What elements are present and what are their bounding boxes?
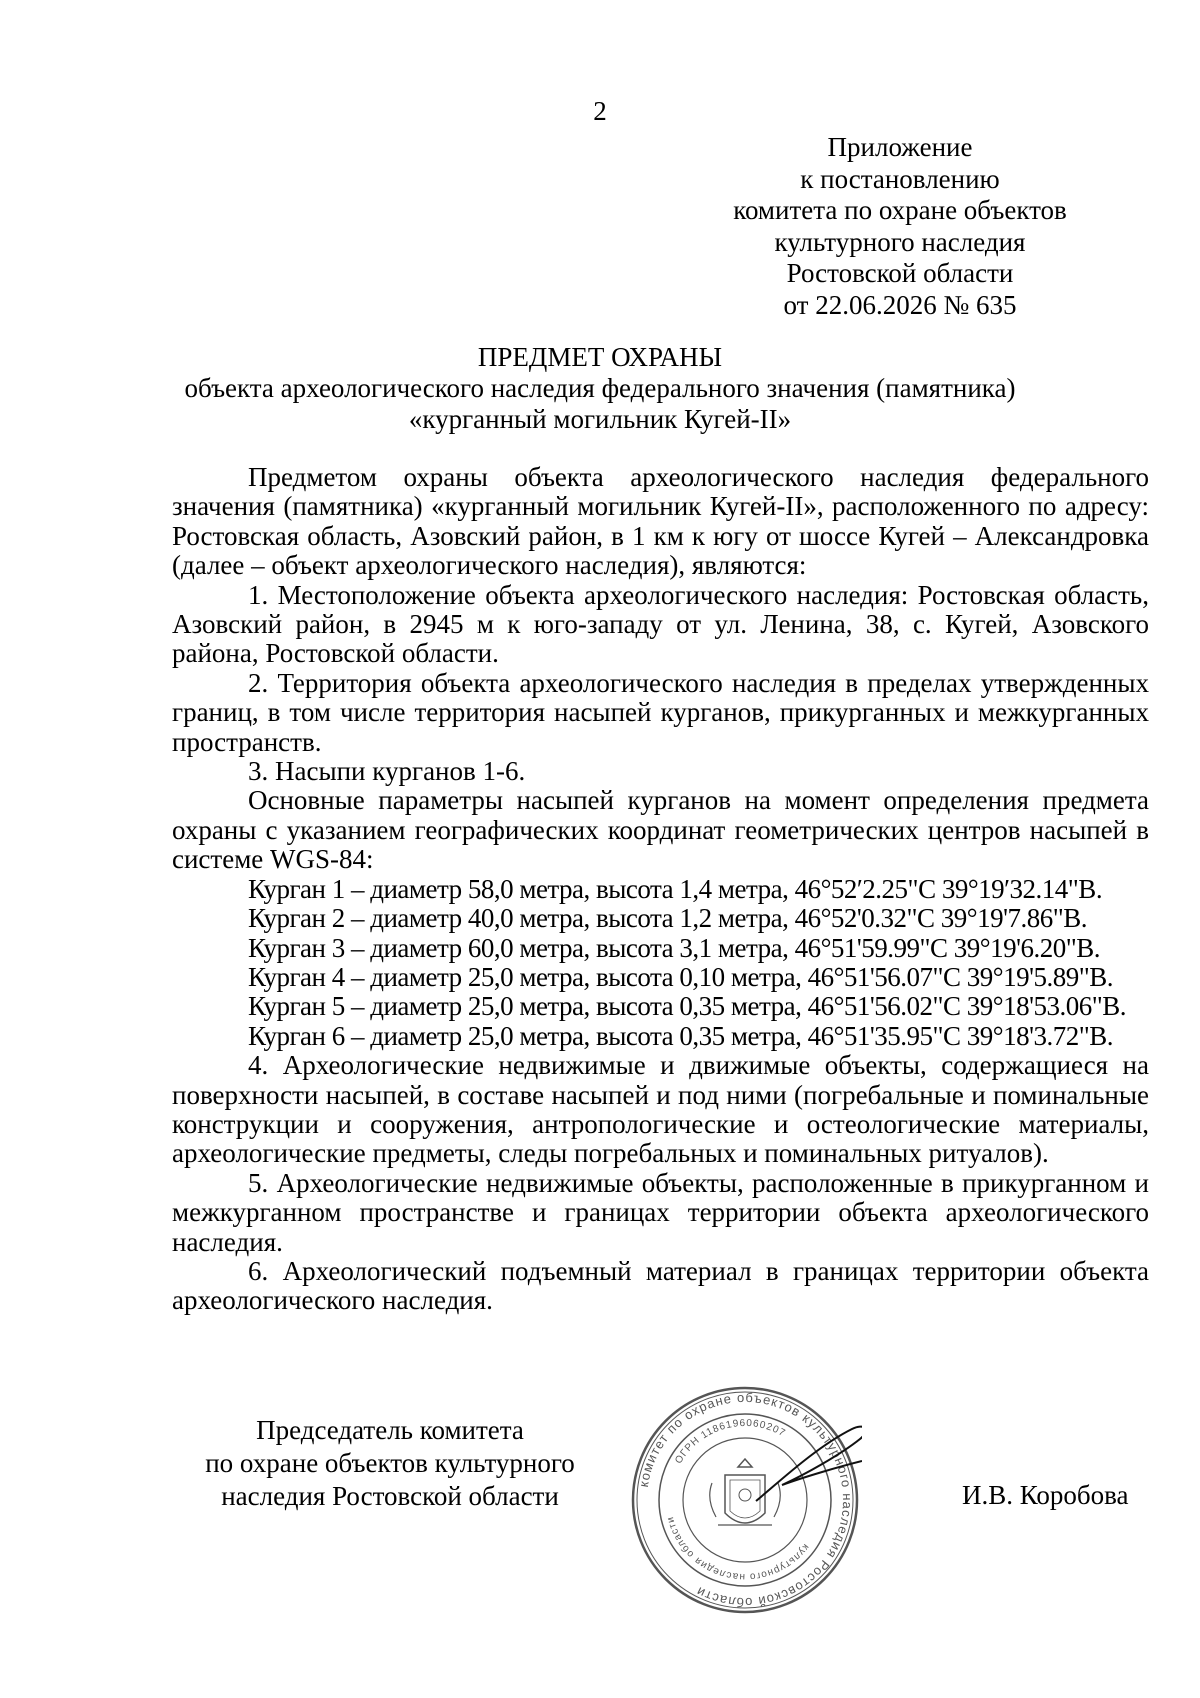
seal-inner-text: культурного наследия области xyxy=(664,1514,812,1583)
appendix-line: Приложение xyxy=(827,132,973,162)
appendix-line: Ростовской области xyxy=(786,258,1014,288)
mound-1-line: Курган 1 – диаметр 58,0 метра, высота 1,4 метра, 46°52′2.25"С 39°19′32.14"В. xyxy=(248,873,1103,904)
document-body xyxy=(172,463,1149,1316)
signatory-position xyxy=(170,1414,610,1513)
title-subtitle-line: объекта археологического наследия федерального значения (памятника) xyxy=(184,373,1016,403)
seal-outer-text: комитет по охране объектов культурного наследия Ростовской области xyxy=(635,1389,856,1611)
item-4-objects: 4. Археологические недвижимые и движимые объекты, содержащиеся на поверхности насыпей, в составе насыпей и под ними (погребальные и поминальные конструкции и сооружения, антропологические и остеологические материалы, археологические предметы, следы погребальных и поминальных ритуалов). xyxy=(172,1050,1149,1169)
mound-2-line: Курган 2 – диаметр 40,0 метра, высота 1,2 метра, 46°52'0.32"С 39°19'7.86"В. xyxy=(248,903,1087,934)
page-number: 2 xyxy=(593,96,607,126)
signatory-position-line: по охране объектов культурного xyxy=(205,1448,575,1478)
signatory-position-line: наследия Ростовской области xyxy=(221,1481,559,1511)
appendix-line: культурного наследия xyxy=(774,226,1026,257)
params-paragraph: Основные параметры насыпей курганов на момент определения предмета охраны с указанием географических координат геометрических центров насыпей в системе WGS-84: xyxy=(172,785,1149,875)
item-5-objects: 5. Археологические недвижимые объекты, расположенные в прикурганном и межкурганном пространстве и границах территории объекта археологического наследия. xyxy=(172,1167,1149,1257)
seal-graphic xyxy=(628,1383,862,1617)
mound-4-line: Курган 4 – диаметр 25,0 метра, высота 0,10 метра, 46°51'56.07"С 39°19'5.89"В. xyxy=(248,961,1113,992)
appendix-date-number: от 22.06.2026 № 635 xyxy=(783,289,1017,320)
title-heading: ПРЕДМЕТ ОХРАНЫ xyxy=(477,342,723,372)
signatory-name: И.В. Коробова xyxy=(962,1480,1129,1510)
coat-of-arms-icon xyxy=(710,1459,781,1525)
appendix-line: комитета по охране объектов xyxy=(733,195,1067,225)
item-1-location: 1. Местоположение объекта археологического наследия: Ростовская область, Азовский район, в 2945 м к юго-западу от ул. Ленина, 38, с. Кугей, Азовского района, Ростовской области. xyxy=(172,579,1149,669)
intro-paragraph: Предметом охраны объекта археологического наследия федерального значения (памятника) «курганный могильник Кугей-II», расположенного по адресу: Ростовская область, Азовский район, в 1 км к югу от шоссе Кугей – Александровка (далее – объект археологического наследия), являются: xyxy=(172,462,1149,581)
seal-ogrn-text: ОГРН 1186196060207 xyxy=(673,1417,788,1466)
title-object-name: «курганный могильник Кугей-II» xyxy=(408,404,792,434)
item-6-material: 6. Археологический подъемный материал в границах территории объекта археологического наследия. xyxy=(172,1255,1149,1316)
item-2-territory: 2. Территория объекта археологического наследия в пределах утвержденных границ, в том числе территория насыпей курганов, прикурганных и межкурганных пространств. xyxy=(172,667,1149,757)
document-title xyxy=(0,342,1200,435)
mound-5-line: Курган 5 – диаметр 25,0 метра, высота 0,35 метра, 46°51'56.02"С 39°18'53.06"В. xyxy=(248,991,1126,1022)
mound-6-line: Курган 6 – диаметр 25,0 метра, высота 0,35 метра, 46°51'35.95"С 39°18'3.72"В. xyxy=(248,1020,1113,1051)
mound-3-line: Курган 3 – диаметр 60,0 метра, высота 3,1 метра, 46°51'59.99"С 39°19'6.20"В. xyxy=(248,932,1100,963)
appendix-line: к постановлению xyxy=(800,163,1000,194)
appendix-header xyxy=(650,132,1150,321)
signatory-position-line: Председатель комитета xyxy=(256,1415,524,1445)
official-seal xyxy=(628,1383,862,1617)
item-3-mounds: 3. Насыпи курганов 1-6. xyxy=(248,756,526,787)
